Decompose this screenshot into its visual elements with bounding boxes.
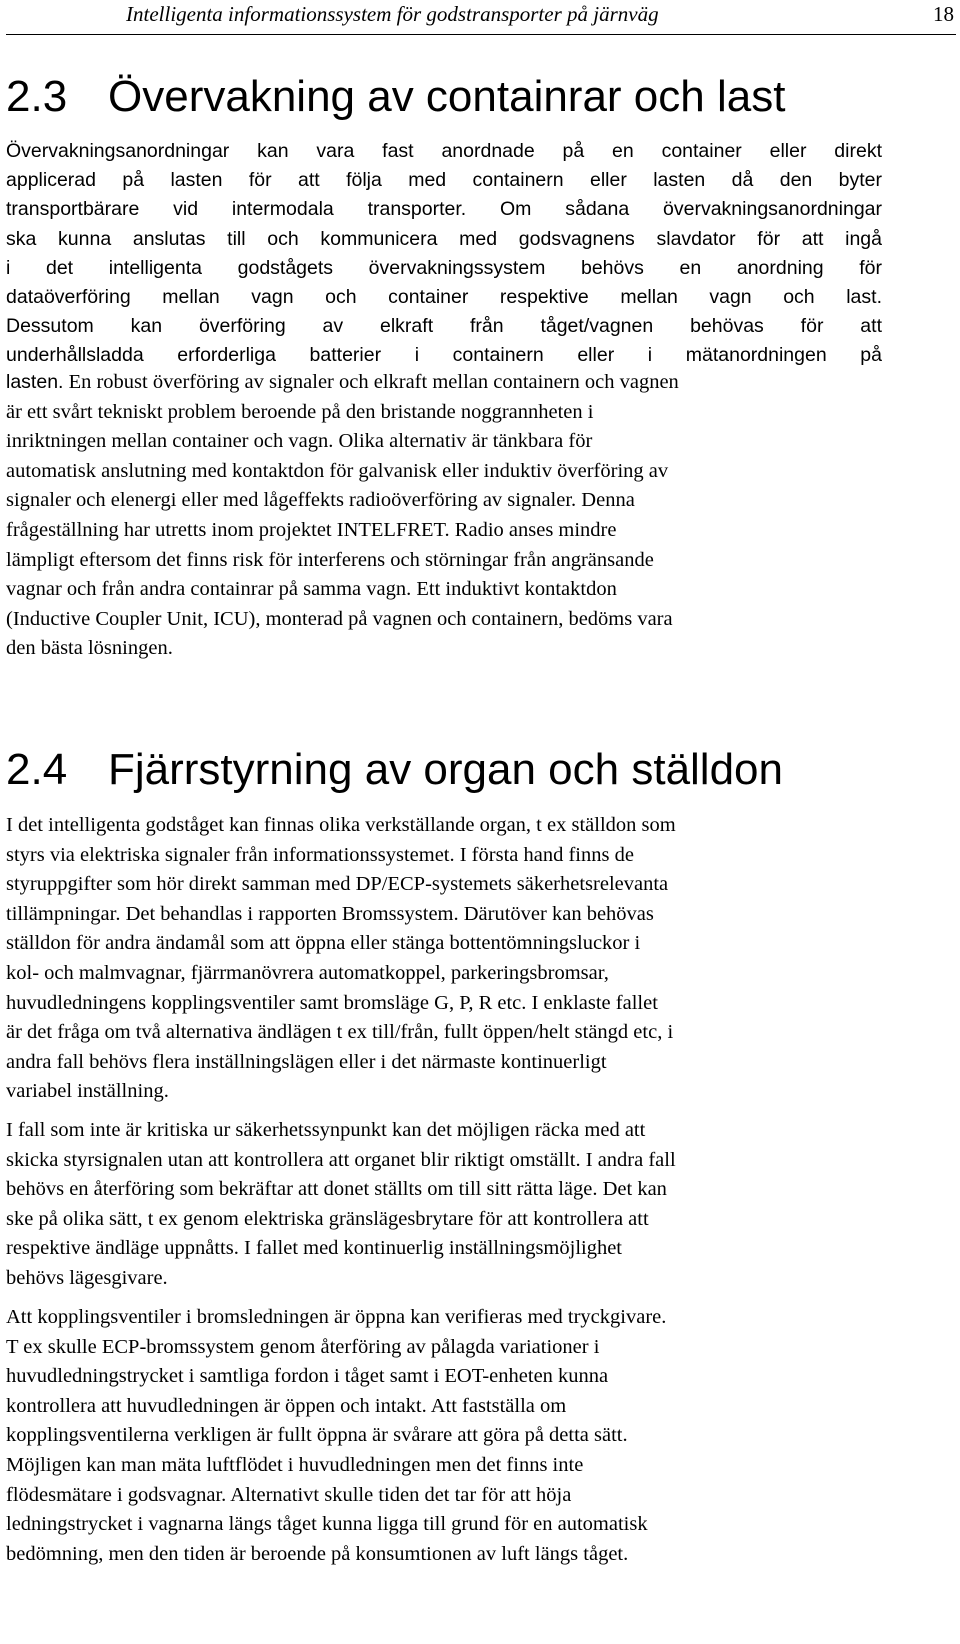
text-line: ställdon för andra ändamål som att öppna eller stänga bottentömningsluckor i — [6, 932, 641, 955]
section-heading-2-4 — [6, 745, 783, 795]
text-line: kopplingsventilerna verkligen är fullt öppna är svårare att göra på detta sätt. — [6, 1424, 628, 1447]
text-line: behövs lägesgivare. — [6, 1266, 168, 1289]
text-line: styrs via elektriska signaler från informationssystemet. I första hand finns de — [6, 843, 634, 866]
text-line: är ett svårt tekniskt problem beroende på den bristande noggrannheten i — [6, 400, 594, 423]
section-number: 2.4 — [6, 745, 68, 794]
text-line: Övervakningsanordningar kan vara fast anordnade på en container eller direkt — [6, 140, 882, 162]
text-line: är det fråga om två alternativa ändlägen t ex till/från, fullt öppen/helt stängd etc, i — [6, 1021, 674, 1044]
text-line: vagnar och från andra containrar på samma vagn. Ett induktivt kontaktdon — [6, 578, 617, 601]
section-heading-2-3 — [6, 72, 785, 122]
text-line: I fall som inte är kritiska ur säkerhetssynpunkt kan det möjligen räcka med att — [6, 1119, 646, 1141]
text-line: Dessutom kan överföring av elkraft från tåget/vagnen behövas för att — [6, 315, 882, 338]
text-line: lämpligt eftersom det finns risk för interferens och störningar från angränsande — [6, 548, 654, 571]
section-title: Fjärrstyrning av organ och ställdon — [108, 745, 783, 794]
text-line: Att kopplingsventiler i bromsledningen är öppna kan verifieras med tryckgivare. — [6, 1306, 667, 1328]
text-line: underhållsladda erforderliga batterier i containern eller i mätanordningen på — [6, 344, 882, 367]
text-line: I det intelligenta godståget kan finnas olika verkställande organ, t ex ställdon som — [6, 814, 676, 836]
text-line: i det intelligenta godstågets övervakningssystem behövs en anordning för — [6, 256, 882, 279]
text-line: flödesmätare i godsvagnar. Alternativt skulle tiden det tar för att höja — [6, 1483, 572, 1506]
text-line: inriktningen mellan container och vagn. Olika alternativ är tänkbara för — [6, 430, 593, 453]
text-line: kol- och malmvagnar, fjärrmanövrera automatkoppel, parkeringsbromsar, — [6, 961, 609, 984]
section-number: 2.3 — [6, 72, 68, 121]
header-title: Intelligenta informationssystem för godstransporter på järnväg — [126, 2, 659, 26]
text-line: ledningstrycket i vagnarna längs tåget kunna ligga till grund för en automatisk — [6, 1513, 648, 1536]
text-line: variabel inställning. — [6, 1080, 169, 1103]
text-fragment: lasten. — [6, 371, 64, 393]
paragraph-2-4-3 — [6, 1303, 882, 1569]
text-line: behövs en återföring som bekräftar att donet ställts om till sitt rätta läge. Det kan — [6, 1178, 667, 1201]
section-title: Övervakning av containrar och last — [108, 72, 786, 121]
paragraph-2-3-sans — [6, 137, 882, 371]
text-line: Möjligen kan man mäta luftflödet i huvudledningen men det finns inte — [6, 1453, 584, 1476]
text-line: respektive ändläge uppnåtts. I fallet med kontinuerlig inställningsmöjlighet — [6, 1237, 623, 1260]
text-line: tillämpningar. Det behandlas i rapporten Bromssystem. Därutöver kan behövas — [6, 902, 654, 925]
text-line: frågeställning har utretts inom projektet INTELFRET. Radio anses mindre — [6, 518, 617, 541]
text-line: applicerad på lasten för att följa med containern eller lasten då den byter — [6, 169, 882, 192]
text-line: ska kunna anslutas till och kommunicera med godsvagnens slavdator för att ingå — [6, 227, 882, 250]
text-line: styruppgifter som hör direkt samman med DP/ECP-systemets säkerhetsrelevanta — [6, 873, 669, 896]
text-line: huvudledningens kopplingsventiler samt bromsläge G, P, R etc. I enklaste fallet — [6, 991, 658, 1014]
text-fragment: En robust överföring av signaler och elkraft mellan containern och vagnen — [68, 371, 679, 393]
text-line: T ex skulle ECP-bromssystem genom återföring av pålagda variationer i — [6, 1335, 600, 1358]
paragraph-2-4-1 — [6, 811, 882, 1107]
text-line: (Inductive Coupler Unit, ICU), monterad på vagnen och containern, bedöms vara — [6, 607, 673, 630]
text-line: den bästa lösningen. — [6, 637, 173, 660]
text-line: skicka styrsignalen utan att kontrollera att organet blir riktigt omställt. I andra fall — [6, 1148, 676, 1171]
text-line: huvudledningstrycket i samtliga fordon i tåget samt i EOT-enheten kunna — [6, 1365, 609, 1388]
text-line: transportbärare vid intermodala transporter. Om sådana övervakningsanordningar — [6, 198, 882, 221]
text-line: bedömning, men den tiden är beroende på konsumtionen av luft längs tåget. — [6, 1542, 629, 1565]
text-line: dataöverföring mellan vagn och container respektive mellan vagn och last. — [6, 286, 882, 309]
text-line: andra fall behövs flera inställningslägen eller i det närmaste kontinuerligt — [6, 1050, 607, 1073]
paragraph-2-3-serif — [6, 368, 882, 664]
paragraph-2-4-2 — [6, 1116, 882, 1294]
text-line: ske på olika sätt, t ex genom elektriska gränslägesbrytare för att kontrollera att — [6, 1207, 649, 1230]
text-line — [6, 368, 882, 398]
running-header — [6, 0, 956, 35]
text-line: automatisk anslutning med kontaktdon för galvanisk eller induktiv överföring av — [6, 459, 669, 482]
text-line: signaler och elenergi eller med lågeffekts radioöverföring av signaler. Denna — [6, 489, 635, 512]
text-line: kontrollera att huvudledningen är öppen och intakt. Att fastställa om — [6, 1394, 567, 1417]
page-number: 18 — [933, 2, 954, 26]
